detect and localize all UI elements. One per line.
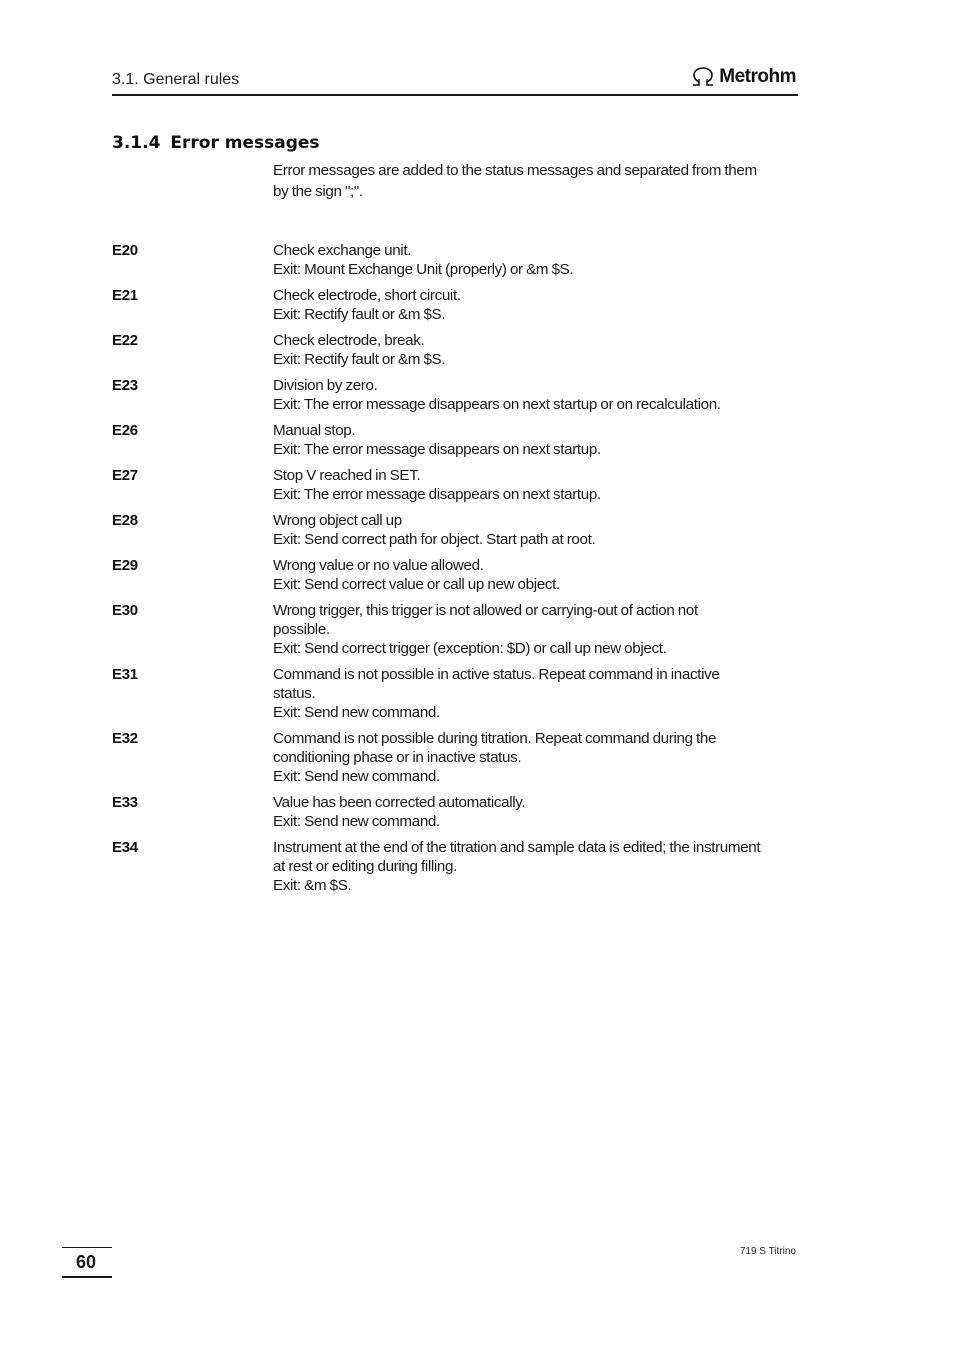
product-name: 719 S Titrino <box>739 1246 796 1257</box>
error-description-line: at rest or editing during filling. <box>273 858 457 875</box>
omega-logo-icon <box>690 66 716 88</box>
error-description-line: possible. <box>273 621 330 638</box>
error-code: E30 <box>112 602 138 619</box>
error-code: E32 <box>112 730 138 747</box>
error-description-line: Exit: Rectify fault or &m $S. <box>273 306 446 323</box>
error-description-line: Exit: The error message disappears on next startup. <box>273 441 601 458</box>
intro-line: Error messages are added to the status messages and separated from them <box>273 162 757 179</box>
error-description-line: Division by zero. <box>273 377 378 394</box>
error-row <box>112 241 802 279</box>
error-description <box>273 793 802 831</box>
error-code: E34 <box>112 839 138 856</box>
error-description-line: Exit: Send correct path for object. Start path at root. <box>273 531 596 548</box>
error-description-line: Manual stop. <box>273 422 356 439</box>
error-row <box>112 511 802 549</box>
error-description-line: Command is not possible in active status. Repeat command in inactive <box>273 666 720 683</box>
page-header <box>112 62 798 96</box>
error-description <box>273 241 802 279</box>
error-description <box>273 838 802 895</box>
section-heading <box>112 133 320 153</box>
error-row <box>112 665 802 722</box>
error-code: E20 <box>112 242 138 259</box>
running-section-title: 3.1. General rules <box>112 71 240 88</box>
error-row <box>112 466 802 504</box>
page-number: 60 <box>76 1252 97 1272</box>
error-code: E23 <box>112 377 138 394</box>
error-code: E26 <box>112 422 138 439</box>
error-description-line: Exit: Send new command. <box>273 704 440 721</box>
error-description-line: Exit: Send correct value or call up new object. <box>273 576 560 593</box>
error-description <box>273 665 802 722</box>
intro-line: by the sign ";". <box>273 183 363 200</box>
error-row <box>112 838 802 895</box>
error-description-line: Check exchange unit. <box>273 242 412 259</box>
brand-name: Metrohm <box>719 66 796 87</box>
error-description <box>273 511 802 549</box>
error-description <box>273 601 802 658</box>
error-description-line: Check electrode, short circuit. <box>273 287 461 304</box>
error-description <box>273 331 802 369</box>
error-description-line: Exit: Send new command. <box>273 768 440 785</box>
error-description <box>273 286 802 324</box>
error-row <box>112 376 802 414</box>
error-description <box>273 556 802 594</box>
error-row <box>112 793 802 831</box>
error-description-line: Check electrode, break. <box>273 332 425 349</box>
error-code: E31 <box>112 666 138 683</box>
error-list <box>112 241 802 902</box>
error-row <box>112 421 802 459</box>
error-row <box>112 556 802 594</box>
error-description-line: Value has been corrected automatically. <box>273 794 526 811</box>
error-description-line: Stop V reached in SET. <box>273 467 421 484</box>
error-description-line: status. <box>273 685 316 702</box>
section-number: 3.1.4 <box>112 133 161 153</box>
error-description <box>273 421 802 459</box>
error-code: E27 <box>112 467 138 484</box>
error-description-line: Instrument at the end of the titration and sample data is edited; the instrument <box>273 839 761 856</box>
error-description-line: Exit: Rectify fault or &m $S. <box>273 351 446 368</box>
error-description-line: Wrong object call up <box>273 512 402 529</box>
error-description-line: Exit: The error message disappears on next startup or on recalculation. <box>273 396 721 413</box>
error-description <box>273 729 802 786</box>
error-description-line: Exit: &m $S. <box>273 877 352 894</box>
error-description-line: Wrong trigger, this trigger is not allowed or carrying-out of action not <box>273 602 698 619</box>
error-code: E22 <box>112 332 138 349</box>
error-row <box>112 729 802 786</box>
intro-paragraph <box>273 160 803 202</box>
error-description-line: Exit: The error message disappears on next startup. <box>273 486 601 503</box>
error-row <box>112 601 802 658</box>
metrohm-logo <box>690 66 796 88</box>
error-description <box>273 376 802 414</box>
section-title: Error messages <box>170 133 320 153</box>
error-description-line: Exit: Mount Exchange Unit (properly) or &m $S. <box>273 261 574 278</box>
error-description <box>273 466 802 504</box>
error-row <box>112 331 802 369</box>
error-code: E33 <box>112 794 138 811</box>
error-row <box>112 286 802 324</box>
error-code: E29 <box>112 557 138 574</box>
error-description-line: Command is not possible during titration. Repeat command during the <box>273 730 717 747</box>
error-description-line: Wrong value or no value allowed. <box>273 557 484 574</box>
page-number-box <box>62 1247 112 1278</box>
error-description-line: conditioning phase or in inactive status. <box>273 749 522 766</box>
error-code: E21 <box>112 287 138 304</box>
error-description-line: Exit: Send new command. <box>273 813 440 830</box>
error-code: E28 <box>112 512 138 529</box>
error-description-line: Exit: Send correct trigger (exception: $D) or call up new object. <box>273 640 667 657</box>
